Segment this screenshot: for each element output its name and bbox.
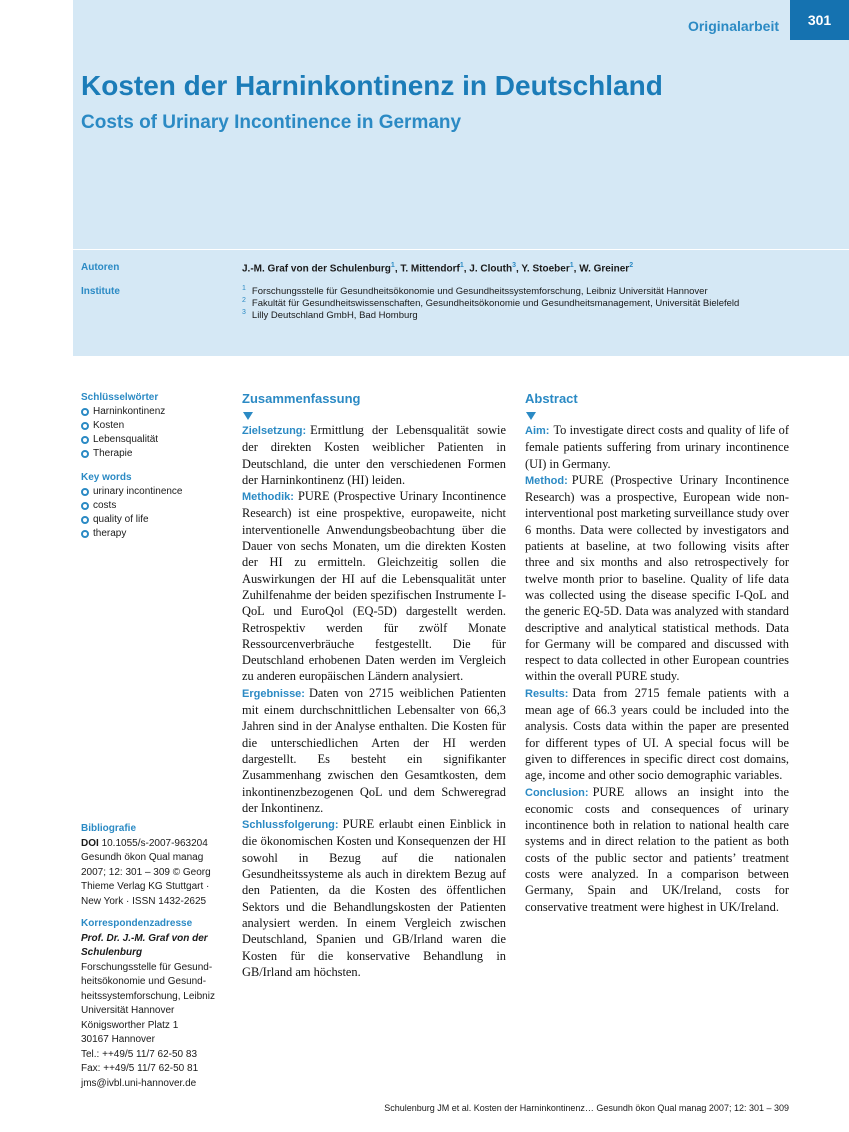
author-separator: , (394, 263, 401, 275)
article-title-en: Costs of Urinary Incontinence in Germany (81, 112, 462, 133)
author: W. Greiner (579, 263, 630, 275)
bibliography-text: Gesundh ökon Qual manag 2007; 12: 301 – 309 © Georg Thieme Verlag KG Stuttgart · New York · ISSN 1432-2625 (81, 852, 211, 907)
address-line: Königsworther Platz 1 (81, 1019, 179, 1031)
author-affiliation: 1 (569, 262, 574, 269)
triangle-down-icon (526, 412, 536, 420)
institute-number: 1 (242, 285, 246, 292)
paragraph-label: Results: (525, 687, 569, 700)
doi-line (81, 837, 226, 852)
doi-label: DOI (81, 837, 99, 849)
section-label: Originalarbeit (687, 18, 779, 34)
author-separator: , (573, 263, 580, 275)
keyword-item: costs (81, 499, 183, 513)
keyword-item: Kosten (81, 419, 165, 433)
keyword-item: Therapie (81, 447, 165, 461)
paragraph-text: PURE erlaubt einen Einblick in die ökonomischen Kosten und Konsequenzen der HI sowohl in Bezug auf die nationalen Gesundheitssysteme als auch in direktem Bezug auf den Patienten, da die Kosten des öffentlichen Sektors und die Behandlungskosten der Patienten analysiert werden. In einem Vergleich zwischen Deutschland, Spanien und GB/Irland waren die Kosten für die konservative Behandlung in GB/Irland am höchsten. (242, 817, 506, 979)
abstract-paragraph (525, 422, 789, 472)
paragraph-label: Method: (525, 474, 568, 487)
zusammenfassung-heading: Zusammenfassung (242, 391, 361, 406)
page-number: 301 (790, 0, 849, 40)
institutes-label: Institute (81, 286, 120, 297)
paragraph-label: Aim: (525, 425, 550, 437)
paragraph-label: Schlussfolgerung: (242, 819, 339, 832)
address-line: Fax: ++49/5 11/7 62-50 81 (81, 1063, 199, 1074)
institute-text: Fakultät für Gesundheitswissenschaften, Gesundheitsökonomie und Gesundheitsmanagement, Universität Bielefeld (251, 298, 740, 310)
institute-line (242, 297, 739, 309)
abstract-paragraph (242, 685, 506, 816)
page-footer-citation: Schulenburg JM et al. Kosten der Harninkontinenz… Gesundh ökon Qual manag 2007; 12: 301 – 309 (384, 1103, 789, 1113)
article-title-de: Kosten der Harninkontinenz in Deutschland (81, 70, 663, 101)
author-list (242, 262, 633, 274)
zusammenfassung-column (242, 390, 506, 980)
author: Y. Stoeber (521, 263, 570, 275)
doi-value: 10.1055/s-2007-963204 (101, 837, 208, 849)
keyword-item: urinary incontinence (81, 485, 183, 499)
author-affiliation: 3 (512, 262, 516, 269)
author: J. Clouth (469, 263, 513, 275)
institute-number: 3 (242, 309, 246, 316)
bibliography-heading: Bibliografie (81, 823, 137, 834)
institute-text: Forschungsstelle für Gesundheitsökonomie und Gesundheitssystemforschung, Leibniz Universität Hannover (251, 286, 708, 298)
address-line: 30167 Hannover (81, 1034, 155, 1045)
address-line: Universität Hannover (81, 1005, 175, 1016)
abstract-paragraph (242, 422, 506, 488)
address-line: heitsökonomie und Gesund- (81, 976, 207, 987)
author: J.-M. Graf von der Schulenburg (242, 263, 391, 275)
author-affiliation: 1 (459, 262, 464, 269)
author-affiliation: 1 (390, 262, 395, 269)
paragraph-text: PURE allows an insight into the economic costs and consequences of urinary incontinence both in relation to national health care systems and in direct relation to the patient as both costs of the public sector and patients’ treatment costs were analyzed. In a comparison between Germany, Spain and UK/Ireland, costs for conservative treatment were highest in UK/Ireland. (525, 784, 789, 914)
keyword-item: therapy (81, 527, 183, 541)
correspondence-heading: Korrespondenzadresse (81, 918, 193, 929)
author-affiliation: 2 (629, 262, 634, 269)
email-link[interactable]: jms@ivbl.uni-hannover.de (81, 1077, 197, 1089)
paragraph-text: To investigate direct costs and quality of life of female patients suffering from urinary incontinence (UI) in Germany. (525, 423, 789, 471)
bibliography (81, 822, 226, 909)
address-line: Forschungsstelle für Gesund- (81, 961, 213, 973)
paragraph-label: Zielsetzung: (242, 425, 307, 437)
abstract-paragraph (242, 816, 506, 980)
abstract-paragraph (525, 472, 789, 685)
author-separator: , (515, 263, 522, 275)
abstract-paragraph (525, 685, 789, 784)
paragraph-label: Ergebnisse: (242, 687, 305, 700)
abstract-paragraph (242, 488, 506, 685)
paragraph-text: PURE (Prospective Urinary Incontinence Research) ist eine prospektive, europaweite, nicht interventionelle Anwendungsbeobachtung über die Dauer von sechs Monaten, um die direkten Kosten der HI zu ermitteln. Gleichzeitig sollen die Auswirkungen der HI auf die Lebensqualität unter Zuhilfenahme der beiden spezifischen Instrumente I-QoL und EuroQol (EQ-5D) dargestellt werden. Retrospektiv werden für zwölf Monate Ressourcenverbräuche festgestellt. Die für Deutschland erhobenen Daten werden im Vergleich zu anderen europäischen Ländern analysiert. (242, 489, 506, 684)
paragraph-label: Conclusion: (525, 786, 589, 799)
address-line: Tel.: ++49/5 11/7 62-50 83 (81, 1048, 198, 1060)
header-divider (73, 249, 849, 250)
keywords-de-heading: Schlüsselwörter (81, 392, 159, 403)
correspondence (81, 917, 226, 1091)
keyword-item: quality of life (81, 513, 183, 527)
authors-label: Autoren (81, 262, 120, 273)
abstract-heading: Abstract (525, 391, 578, 406)
institute-text: Lilly Deutschland GmbH, Bad Homburg (251, 310, 418, 322)
keyword-item: Lebensqualität (81, 433, 165, 447)
author: T. Mittendorf (400, 263, 460, 275)
abstract-column (525, 390, 789, 915)
paragraph-text: Daten von 2715 weiblichen Patienten mit einem durchschnittlichen Lebensalter von 66,3 Jahren sind in der Analyse enthalten. Die Kosten für die unterschiedlichen Arten der HI werden dargestellt. Es besteht ein signifikanter Zusammenhang zwischen den Gesamtkosten, dem inkontinenzbezogenen QoL und dem Schweregrad der Inkontinenz. (242, 685, 506, 815)
paragraph-text: PURE (Prospective Urinary Incontinence Research) was a prospective, European wide non-interventional post marketing surveillance study over 6 months. Data were collected by investigators and patients at baseline, at two following visits after three and six months and also retrospectively for twelve month prior to baseline. Quality of life data was collected using the disease specific I-QoL and the generic EQ-5D. Data was analyzed with standard descriptive and analytical statistical methods. Data for Germany will be compared and discussed with respect to data collected in other European countries within the overall PURE study. (525, 472, 789, 684)
correspondence-name: Prof. Dr. J.-M. Graf von der Schulenburg (81, 932, 208, 958)
address-line: heitssystemforschung, Leibniz (81, 990, 215, 1002)
keywords-de (81, 392, 165, 461)
paragraph-text: Ermittlung der Lebensqualität sowie der direkten Kosten weiblicher Patienten in Deutschland, die unter den verschiedenen Formen der Harninkontinenz (HI) leiden. (242, 423, 506, 487)
institute-line (242, 309, 418, 321)
abstract-paragraph (525, 784, 789, 915)
triangle-down-icon (243, 412, 253, 420)
author-separator: , (463, 263, 470, 275)
keywords-en (81, 472, 183, 541)
paragraph-text: Data from 2715 female patients with a mean age of 66.3 years could be included into the analysis. Costs data within the paper are presented for different types of UI. A special focus will be given to differences in specific direct cost domains, age, income and other socio demographic variables. (525, 685, 789, 783)
keywords-en-heading: Key words (81, 472, 132, 483)
paragraph-label: Methodik: (242, 491, 294, 504)
keyword-item: Harninkontinenz (81, 405, 165, 419)
institute-number: 2 (242, 297, 246, 304)
institute-line (242, 285, 708, 297)
